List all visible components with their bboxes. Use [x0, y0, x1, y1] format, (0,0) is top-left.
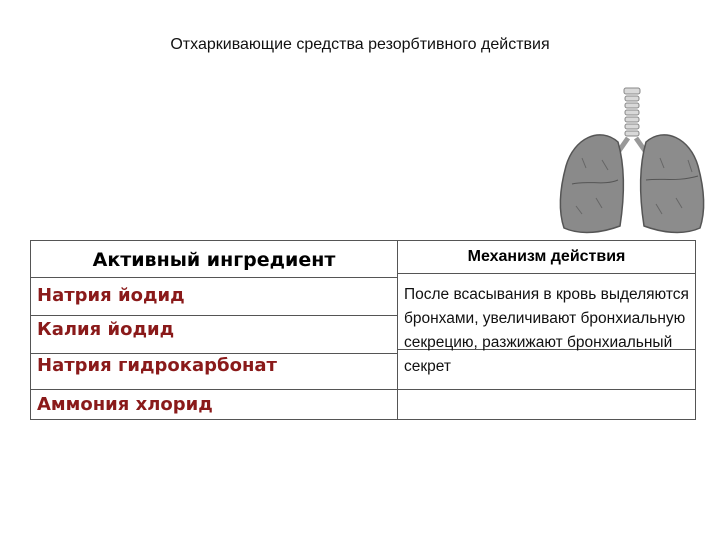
- row-divider: [31, 353, 397, 354]
- ingredient-item: Натрия гидрокарбонат: [37, 355, 277, 376]
- mechanism-text: После всасывания в кровь выделяются бронхами, увеличивают бронхиальную секрецию, разжижают бронхиальный секрет: [404, 286, 689, 375]
- row-divider: [31, 315, 397, 316]
- slide-title: Отхаркивающие средства резорбтивного действия: [170, 36, 550, 53]
- ingredient-item: Натрия йодид: [37, 285, 185, 306]
- row-divider: [31, 277, 397, 278]
- row-divider: [397, 273, 695, 274]
- ingredient-column-header: Активный ингредиент: [92, 249, 336, 271]
- ingredient-item: Калия йодид: [37, 319, 175, 340]
- mechanism-column-header: Механизм действия: [467, 248, 626, 265]
- lungs-illustration: [552, 80, 712, 240]
- right-lung: [641, 135, 704, 233]
- ingredient-item: Аммония хлорид: [37, 394, 213, 415]
- ingredients-table: [30, 240, 696, 420]
- left-lung: [560, 135, 623, 233]
- row-divider: [31, 389, 695, 390]
